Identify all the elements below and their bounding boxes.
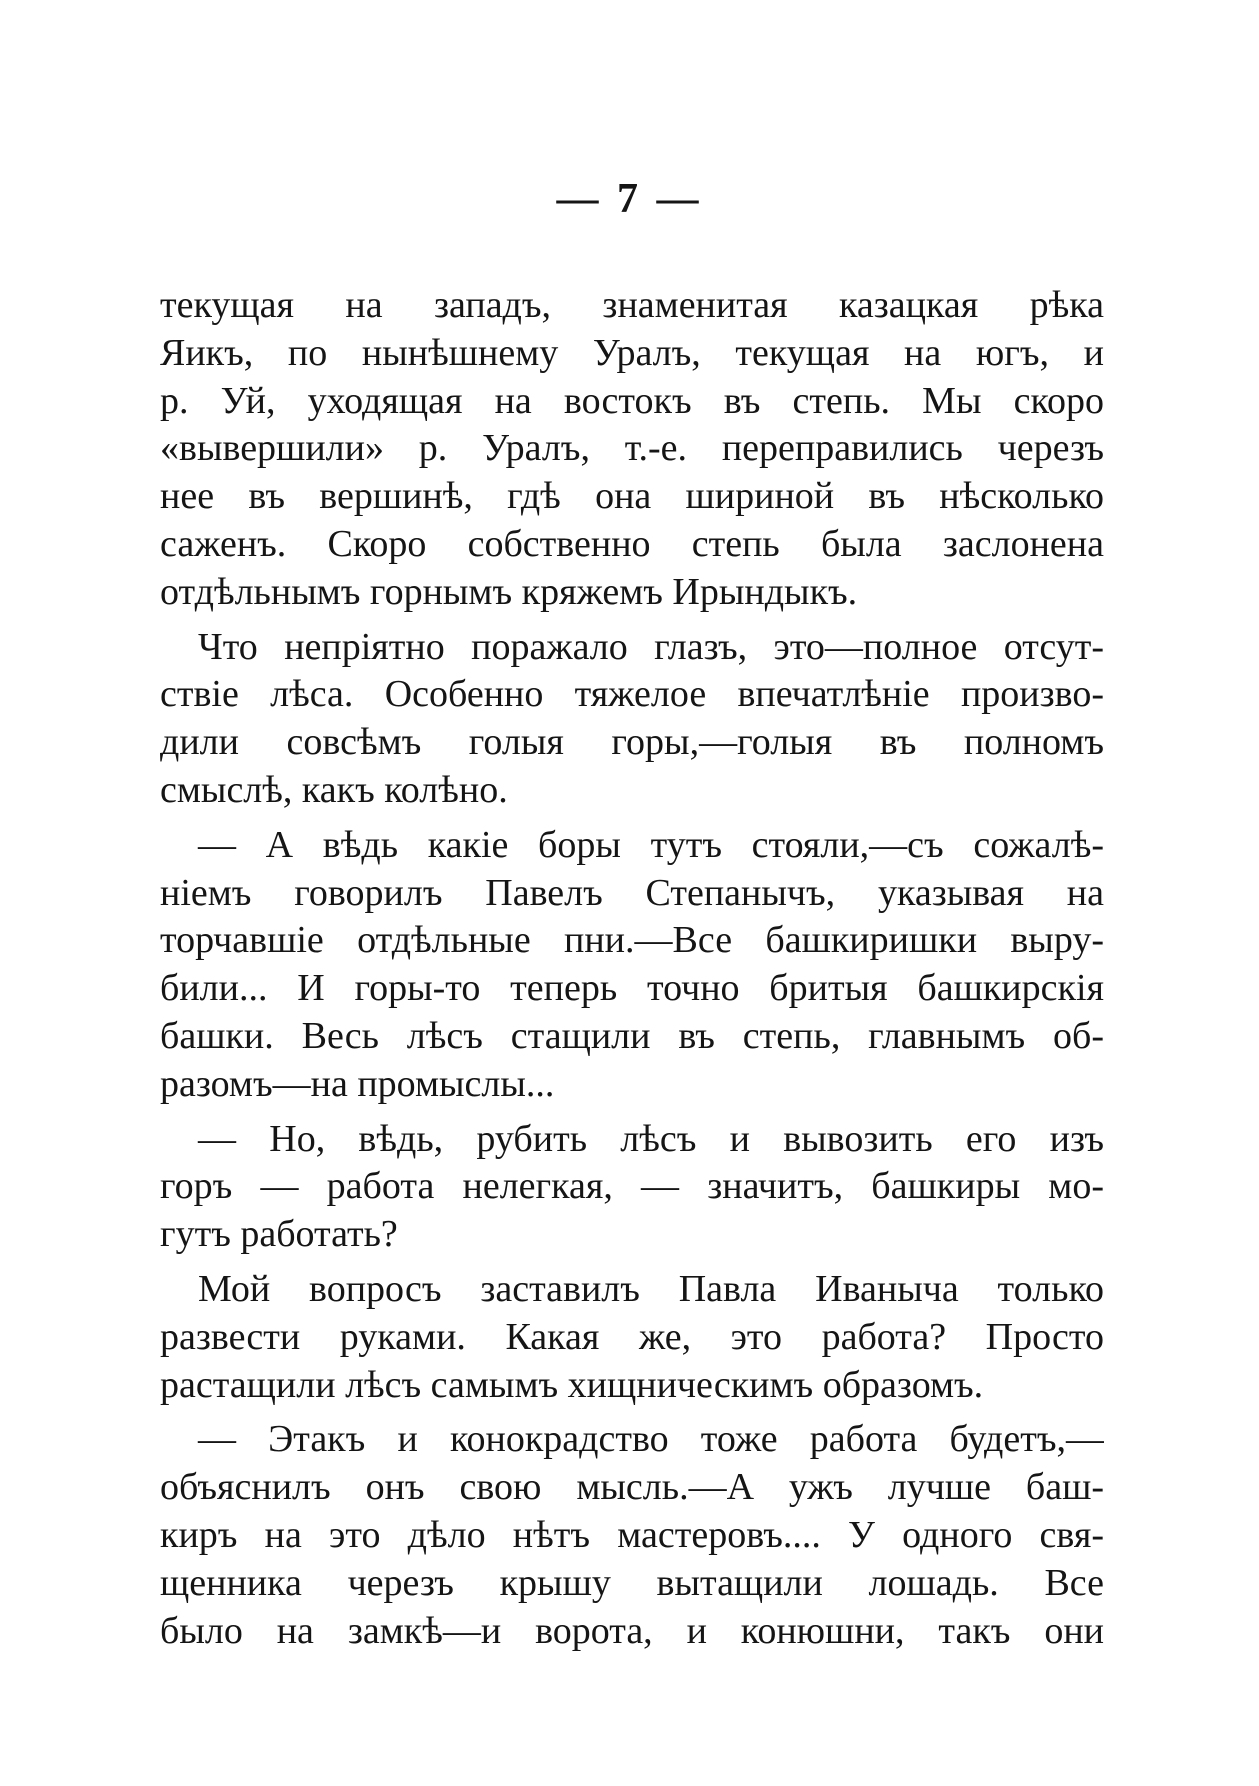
- text-line: Мой вопросъ заставилъ Павла Иваныча только: [198, 1267, 1104, 1310]
- text-line: разомъ—на промыслы...: [160, 1062, 555, 1105]
- paragraph-4: [160, 1116, 1104, 1259]
- text-line: дили совсѣмъ голыя горы,—голыя въ полномъ: [160, 721, 1104, 764]
- text-line: саженъ. Скоро собственно степь была заслонена: [160, 522, 1104, 565]
- text-line: растащили лѣсъ самымъ хищническимъ образомъ.: [160, 1363, 984, 1406]
- text-line: киръ на это дѣло нѣтъ мастеровъ.... У одного свя-: [160, 1513, 1104, 1556]
- paragraph-6: [160, 1416, 1104, 1655]
- text-line: объяснилъ онъ свою мысль.—А ужъ лучше баш-: [160, 1466, 1104, 1509]
- text-body: [160, 282, 1104, 1655]
- text-line: смыслѣ, какъ колѣно.: [160, 768, 508, 811]
- text-line: «вывершили» р. Уралъ, т.-е. переправились черезъ: [160, 427, 1104, 470]
- paragraph-gap: [160, 1109, 1104, 1116]
- text-line: текущая на западъ, знаменитая казацкая рѣка: [160, 284, 1104, 326]
- text-line: — А вѣдь какіе боры тутъ стояли,—съ сожалѣ-: [198, 823, 1104, 866]
- text-line: горъ — работа нелегкая, — значитъ, башкиры мо-: [160, 1165, 1104, 1208]
- paragraph-gap: [160, 1259, 1104, 1266]
- text-line: развести руками. Какая же, это работа? Просто: [160, 1315, 1104, 1358]
- page-number: — 7 —: [556, 176, 703, 222]
- text-line: башки. Весь лѣсъ стащили въ степь, главнымъ об-: [160, 1014, 1104, 1057]
- text-line: торчавшіе отдѣльные пни.—Все башкиришки выру-: [160, 919, 1104, 962]
- text-line: нее въ вершинѣ, гдѣ она шириной въ нѣсколько: [160, 475, 1104, 518]
- text-line: ствіе лѣса. Особенно тяжелое впечатлѣніе произво-: [160, 673, 1104, 716]
- text-line: ніемъ говорилъ Павелъ Степанычъ, указывая на: [160, 871, 1104, 914]
- text-line: Яикъ, по нынѣшнему Уралъ, текущая на югъ, и: [160, 331, 1104, 374]
- text-line: было на замкѣ—и ворота, и конюшни, такъ они: [160, 1609, 1104, 1652]
- text-line: били... И горы-то теперь точно бритыя башкирскія: [160, 967, 1104, 1010]
- text-line: Что непріятно поражало глазъ, это—полное отсут-: [198, 625, 1104, 668]
- text-line: гутъ работать?: [160, 1213, 398, 1256]
- paragraph-3: [160, 822, 1104, 1109]
- paragraph-gap: [160, 1409, 1104, 1416]
- paragraph-gap: [160, 617, 1104, 624]
- text-line: щенника черезъ крышу вытащили лошадь. Все: [160, 1561, 1104, 1604]
- paragraph-gap: [160, 815, 1104, 822]
- text-line: р. Уй, уходящая на востокъ въ степь. Мы скоро: [160, 379, 1104, 422]
- paragraph-5: [160, 1266, 1104, 1409]
- text-line: — Этакъ и конокрадство тоже работа будетъ,—: [198, 1418, 1104, 1461]
- text-line: — Но, вѣдь, рубить лѣсъ и вывозить его изъ: [198, 1117, 1104, 1160]
- paragraph-1: [160, 282, 1104, 617]
- text-line: отдѣльнымъ горнымъ кряжемъ Ирындыкъ.: [160, 570, 858, 613]
- paragraph-2: [160, 624, 1104, 815]
